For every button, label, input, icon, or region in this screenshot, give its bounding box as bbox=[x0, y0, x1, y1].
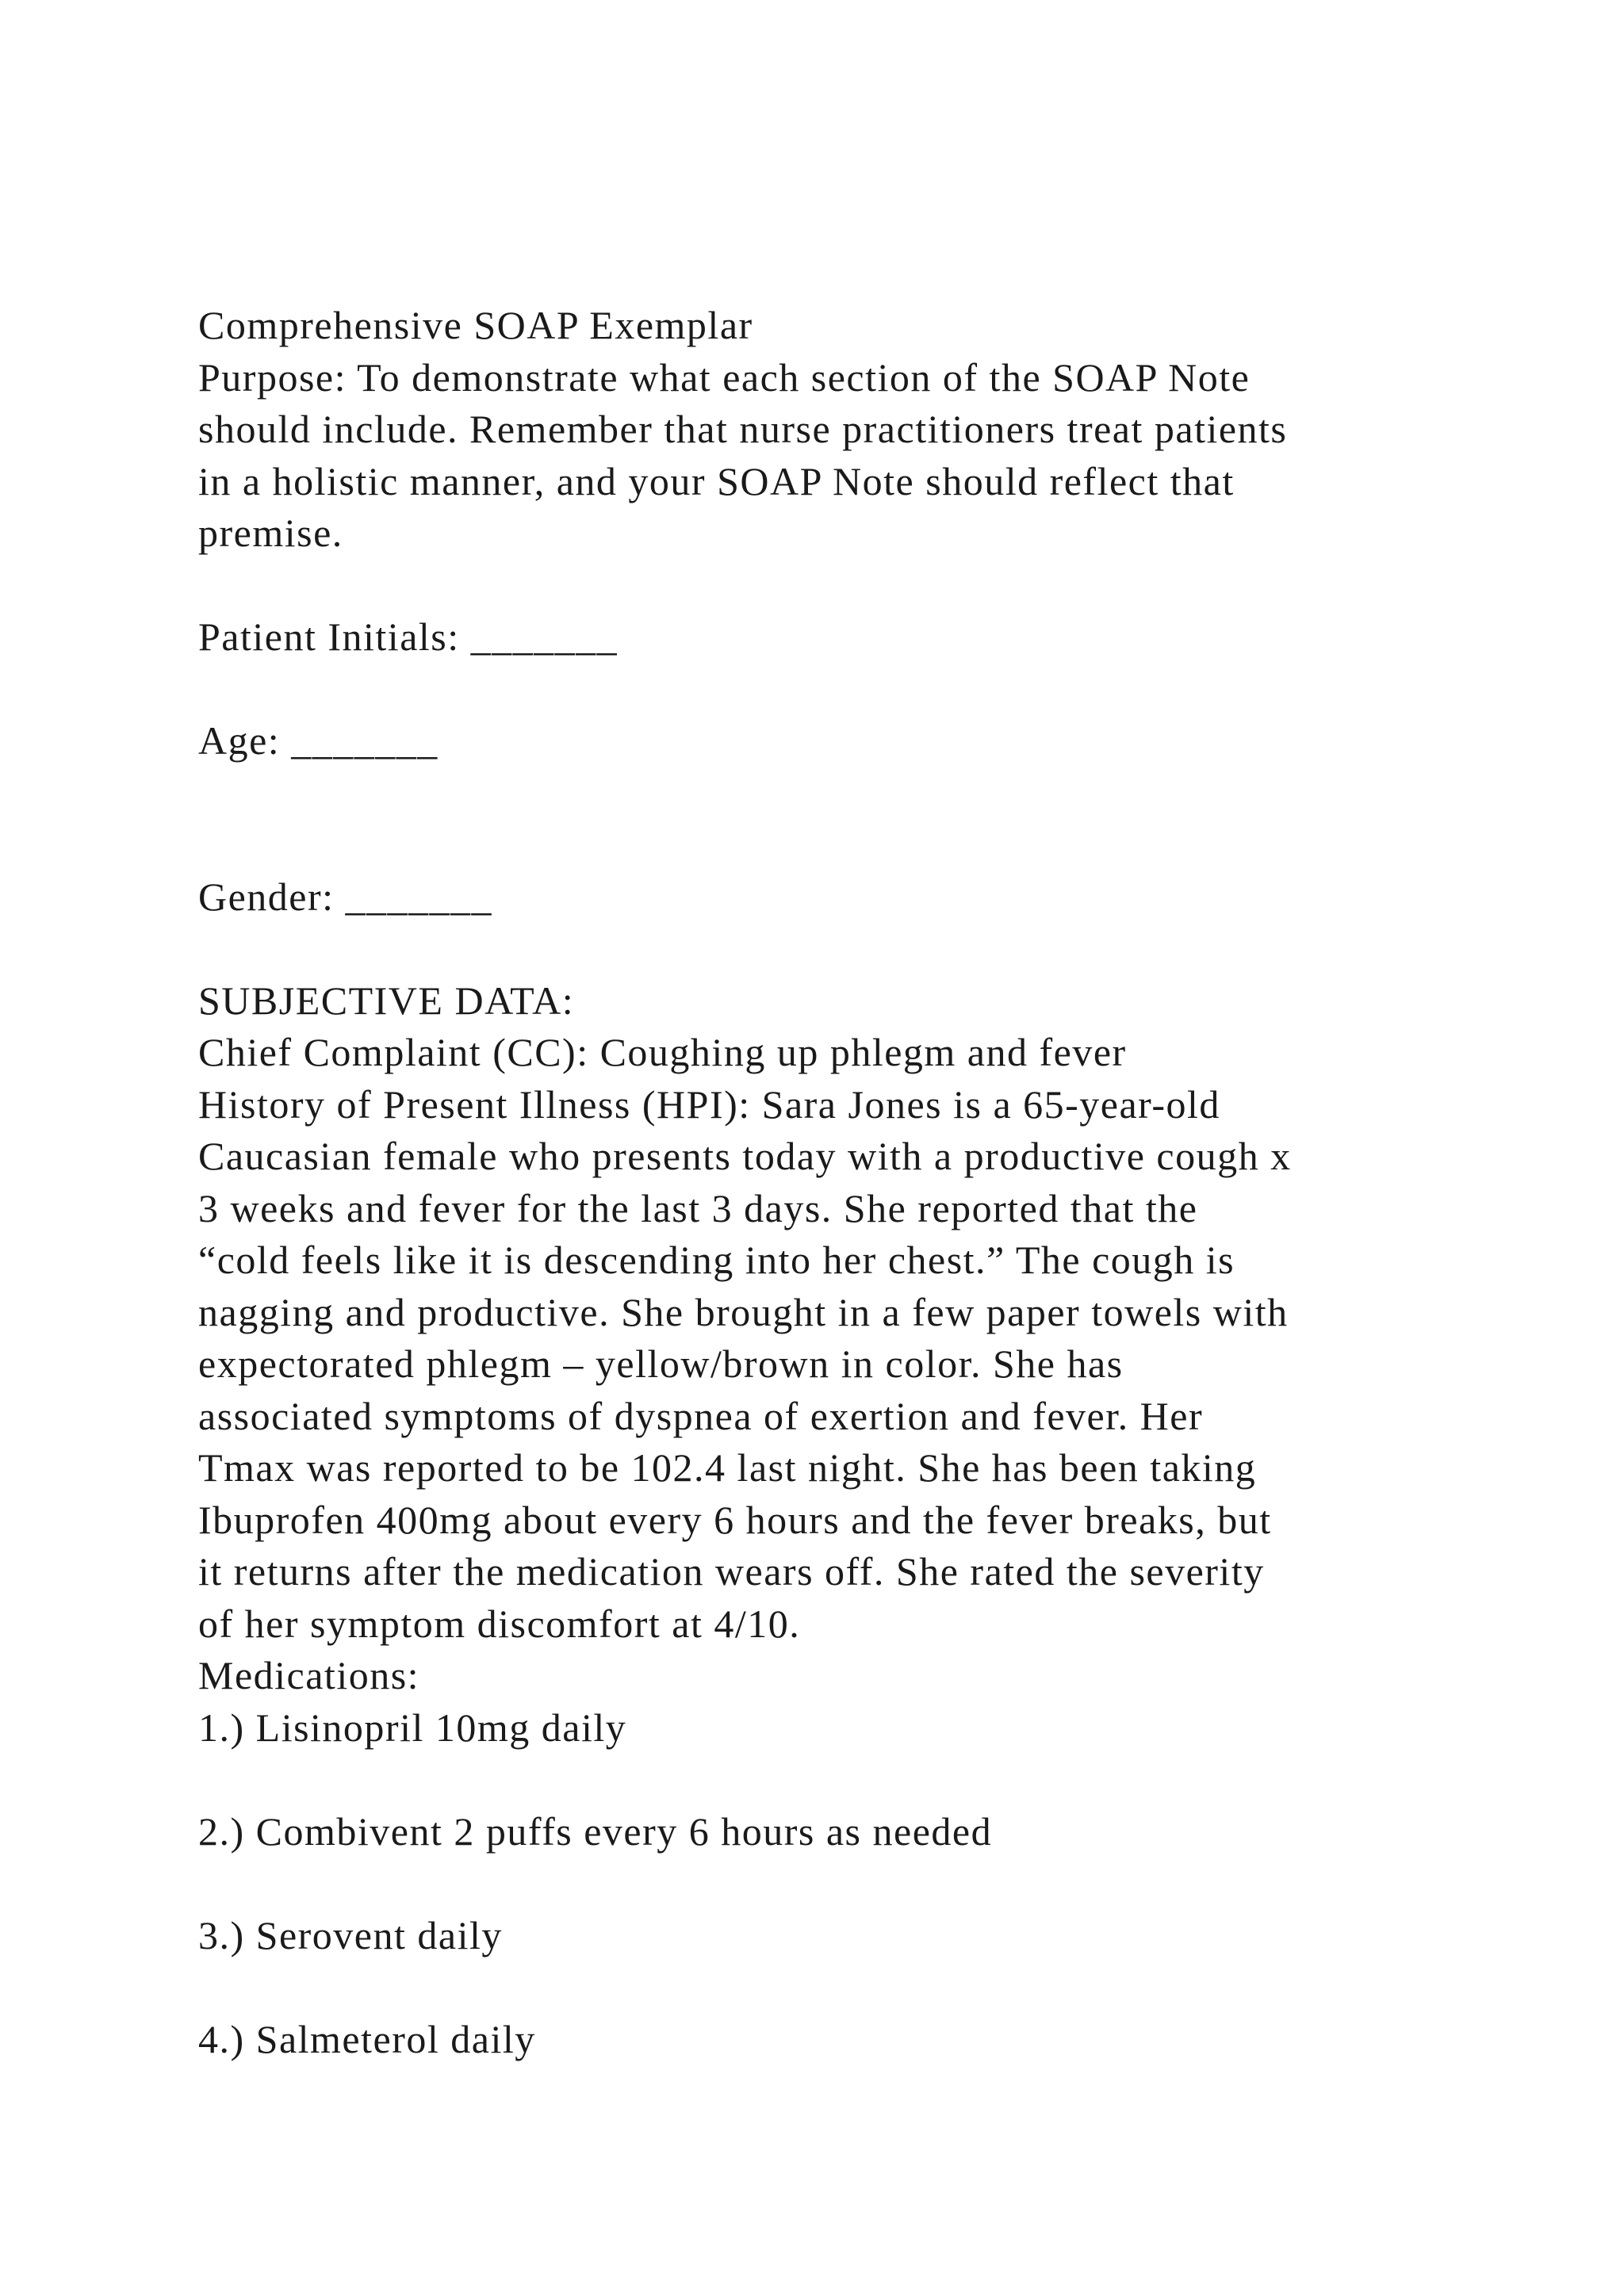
medication-item: 4.) Salmeterol daily bbox=[198, 2016, 536, 2061]
medication-item: 2.) Combivent 2 puffs every 6 hours as needed bbox=[198, 1808, 993, 1854]
spacer bbox=[198, 560, 1499, 612]
spacer bbox=[198, 1961, 1499, 2014]
spacer bbox=[198, 767, 1499, 820]
spacer bbox=[198, 1858, 1499, 1910]
medication-item: 1.) Lisinopril 10mg daily bbox=[198, 1705, 627, 1750]
document-title: Comprehensive SOAP Exemplar bbox=[198, 303, 753, 347]
hpi-line: expectorated phlegm – yellow/brown in color. She has bbox=[198, 1341, 1124, 1386]
hpi-line: of her symptom discomfort at 4/10. bbox=[198, 1601, 801, 1646]
hpi-line: History of Present Illness (HPI): Sara Jones is a 65-year-old bbox=[198, 1081, 1220, 1127]
medications-heading: Medications: bbox=[198, 1653, 420, 1697]
hpi-line: nagging and productive. She brought in a few paper towels with bbox=[198, 1289, 1289, 1334]
hpi-line: associated symptoms of dyspnea of exertion and fever. Her bbox=[198, 1393, 1204, 1438]
patient-initials-field: Patient Initials: _______ bbox=[198, 614, 619, 659]
spacer bbox=[198, 819, 1499, 871]
purpose-line: Purpose: To demonstrate what each section of the SOAP Note bbox=[198, 354, 1251, 400]
spacer bbox=[198, 1754, 1499, 1806]
gender-field: Gender: _______ bbox=[198, 874, 493, 919]
spacer bbox=[198, 923, 1499, 975]
hpi-line: Tmax was reported to be 102.4 last night. She has been taking bbox=[198, 1445, 1257, 1490]
document-body bbox=[198, 300, 1499, 2065]
hpi-line: “cold feels like it is descending into her chest.” The cough is bbox=[198, 1238, 1235, 1282]
medication-item: 3.) Serovent daily bbox=[198, 1912, 503, 1957]
subjective-heading: SUBJECTIVE DATA: bbox=[198, 978, 575, 1023]
hpi-line: Caucasian female who presents today with a productive cough x bbox=[198, 1134, 1292, 1178]
age-field: Age: _______ bbox=[198, 718, 439, 763]
hpi-line: Ibuprofen 400mg about every 6 hours and the fever breaks, but bbox=[198, 1497, 1272, 1542]
purpose-line: in a holistic manner, and your SOAP Note should reflect that bbox=[198, 458, 1235, 503]
chief-complaint: Chief Complaint (CC): Coughing up phlegm and fever bbox=[198, 1030, 1127, 1074]
spacer bbox=[198, 664, 1499, 716]
purpose-line: premise. bbox=[198, 511, 343, 555]
hpi-line: it returns after the medication wears off. She rated the severity bbox=[198, 1549, 1265, 1594]
hpi-line: 3 weeks and fever for the last 3 days. She reported that the bbox=[198, 1185, 1198, 1230]
purpose-line: should include. Remember that nurse practitioners treat patients bbox=[198, 407, 1288, 451]
